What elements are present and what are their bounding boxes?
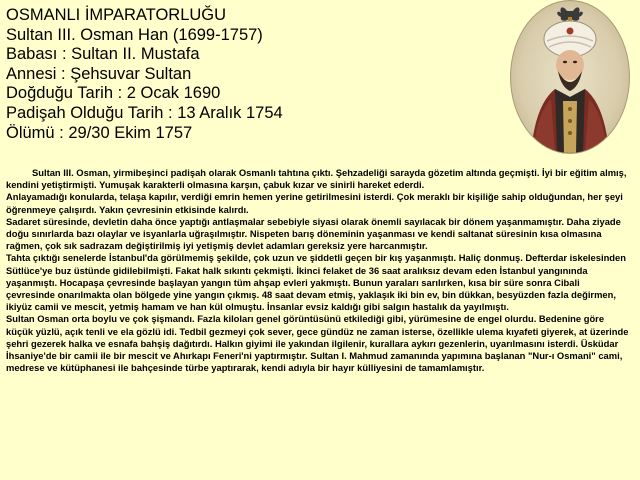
biography-text (6, 167, 630, 374)
enthroned-date-line: Padişah Olduğu Tarih : 13 Aralık 1754 (6, 103, 283, 122)
header-block (6, 6, 506, 143)
sultan-name: Sultan III. Osman Han (1699-1757) (6, 25, 263, 44)
birth-date-line: Doğduğu Tarih : 2 Ocak 1690 (6, 84, 221, 103)
paragraph-1-text: Sultan III. Osman, yirmibeşinci padişah olarak Osmanlı tahtına çıktı. Şehzadeliği sarayda gözetim altında geçmişti. İyi bir eğitim almış, kendini yetiştirmişti. Yumuşak karakterli olmasına karşın, çabuk kızar ve sinirli hareket ederdi. (6, 167, 627, 191)
page-title: OSMANLI İMPARATORLUĞU (6, 6, 227, 24)
sultan-portrait-icon (510, 0, 630, 154)
paragraph-4: Tahta çıktığı senelerde İstanbul'da görülmemiş şekilde, çok uzun ve şiddetli geçen bir kış yaşanmıştı. Haliç donmuş. Defterdar iskelesinden Sütlüce'ye buz üstünde gidilebilmişti. Fakat halk sıkıntı çekmişti. İkinci felaket de 36 saat aralıksız devam eden İstanbul yangınında yaşanmıştı. Hocapaşa çevresinde başlayan yangın tüm ahşap evleri yakmıştı. Bunun yaraları sarılırken, kısa bir süre sonra Cibali çevresinde onarılmakta olan bölgede yine yangın çıkmış. 48 saat devam etmiş, yaklaşık iki bin ev, bin dükkan, besyüzden fazla değirmen, ikiyüz camii ve mescit, yetmiş hamam ve han kül olmuştu. İnsanlar evsiz kaldığı gibi salgın hastalık da yayılmıştı. (6, 252, 626, 313)
paragraph-2: Anlayamadığı konularda, telaşa kapılır, verdiği emrin hemen yerine getirilmesini isterdi. Çok meraklı bir kişiliğe sahip olduğundan, her şeyi öğrenmeye çalışırdı. Yakın çevresinin etkisinde kalırdı. (6, 191, 623, 215)
paragraph-5: Sultan Osman orta boylu ve çok şişmandı. Fazla kiloları genel görüntüsünü etkilediği gibi, yürümesine de engel olurdu. Bedenine göre küçük yüzlü, açık tenli ve ela gözlü idi. Tedbil gezmeyi çok sever, gece gündüz ne zaman isterse, özellikle ulema kıyafeti giyerek, at üzerinde şehri gezerek halka ve esnafa bahşiş dağıtırdı. Halkın giyimi ile yakından ilgilenir, kurallara aykırı gezenlerin, uyarılmasını isterdi. Üsküdar İhsaniye'de bir camii ile bir mescit ve Ahırkapı Feneri'ni yaptırmıştır. Sultan I. Mahmud zamanında yapımına başlanan "Nur-ı Osmani" cami, medrese ve kütüphanesi ile bahçesinde türbe yaptırarak, kendi adıyla bir hayır külliyesini de tamamlamıştır. (6, 313, 629, 374)
paragraph-1 (6, 167, 630, 191)
death-date-line: Ölümü : 29/30 Ekim 1757 (6, 123, 193, 142)
mother-line: Annesi : Şehsuvar Sultan (6, 64, 192, 83)
father-line: Babası : Sultan II. Mustafa (6, 45, 200, 64)
paragraph-3: Sadaret süresinde, devletin daha önce yaptığı antlaşmalar sebebiyle siyasi olarak önemli sayılacak bir dönem yaşanmamıştır. Daha ziyade doğu sınırlarda bazı olaylar ve isyanlarla uğraşılmıştır. Nispeten barış döneminin yaşanması ve kendi saltanat süresinin kısa olmasına rağmen, çok sık sadrazam değiştirilmiş iyi yetişmiş devlet adamları gereksiz yere harcanmıştır. (6, 215, 621, 252)
